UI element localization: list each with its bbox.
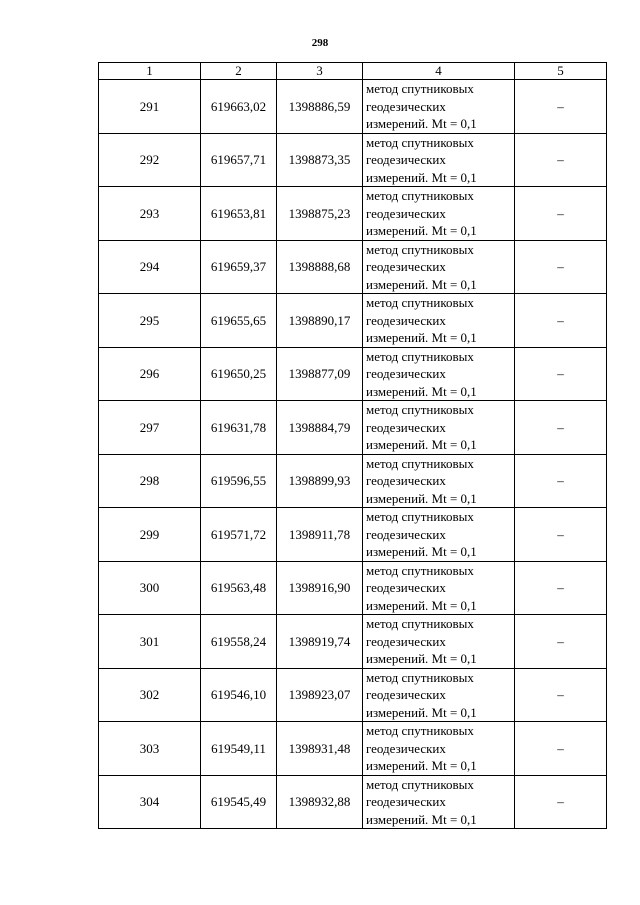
coordinate-x: 619563,48 <box>201 561 277 615</box>
coordinate-x: 619549,11 <box>201 722 277 776</box>
point-number: 291 <box>99 80 201 134</box>
coordinate-y: 1398890,17 <box>277 294 363 348</box>
method-line-3: измерений. Mt = 0,1 <box>366 437 477 452</box>
method-line-2: геодезических <box>366 633 446 649</box>
coordinate-x: 619546,10 <box>201 668 277 722</box>
method-line-3: измерений. Mt = 0,1 <box>366 758 477 773</box>
coordinate-x: 619596,55 <box>201 454 277 508</box>
coordinate-y: 1398919,74 <box>277 615 363 669</box>
method-description <box>363 187 515 241</box>
method-line-3: измерений. Mt = 0,1 <box>366 651 477 666</box>
coordinate-x: 619558,24 <box>201 615 277 669</box>
method-description <box>363 294 515 348</box>
method-line-1: метод спутниковых <box>366 188 474 203</box>
method-line-2: геодезических <box>366 580 446 595</box>
coordinates-table <box>98 62 607 829</box>
coordinate-x: 619663,02 <box>201 80 277 134</box>
page-number: 298 <box>311 37 329 49</box>
method-line-1: метод спутниковых <box>366 723 474 738</box>
table-row <box>99 187 607 241</box>
method-description <box>363 240 515 294</box>
method-line-2: геодезических <box>366 98 446 114</box>
point-number: 297 <box>99 401 201 455</box>
note-cell: – <box>515 240 607 294</box>
table-row <box>99 561 607 615</box>
table-row <box>99 401 607 455</box>
method-line-2: геодезических <box>366 687 446 702</box>
method-line-3: измерений. Mt = 0,1 <box>366 704 477 720</box>
note-cell: – <box>515 615 607 669</box>
method-line-1: метод спутниковых <box>366 295 474 310</box>
point-number: 299 <box>99 508 201 562</box>
table-body <box>99 80 607 829</box>
method-line-2: геодезических <box>366 259 446 274</box>
table-header-row <box>99 63 607 80</box>
method-line-3: измерений. Mt = 0,1 <box>366 223 477 238</box>
method-line-1: метод спутниковых <box>366 134 474 150</box>
method-description <box>363 80 515 134</box>
method-line-3: измерений. Mt = 0,1 <box>366 811 477 827</box>
note-cell: – <box>515 775 607 829</box>
method-description <box>363 668 515 722</box>
note-cell: – <box>515 80 607 134</box>
coordinate-y: 1398931,48 <box>277 722 363 776</box>
column-header-5: 5 <box>515 63 607 80</box>
method-line-3: измерений. Mt = 0,1 <box>366 490 477 506</box>
method-line-1: метод спутниковых <box>366 241 474 257</box>
method-line-3: измерений. Mt = 0,1 <box>366 330 477 345</box>
method-line-1: метод спутниковых <box>366 616 474 631</box>
method-line-2: геодезических <box>366 740 446 756</box>
coordinate-y: 1398884,79 <box>277 401 363 455</box>
method-line-1: метод спутниковых <box>366 455 474 471</box>
column-header-3: 3 <box>277 63 363 80</box>
coordinate-x: 619655,65 <box>201 294 277 348</box>
method-line-2: геодезических <box>366 152 446 167</box>
coordinate-y: 1398911,78 <box>277 508 363 562</box>
note-cell: – <box>515 187 607 241</box>
coordinate-y: 1398888,68 <box>277 240 363 294</box>
method-line-2: геодезических <box>366 526 446 542</box>
table-row <box>99 294 607 348</box>
method-description <box>363 615 515 669</box>
point-number: 295 <box>99 294 201 348</box>
note-cell: – <box>515 294 607 348</box>
point-number: 303 <box>99 722 201 776</box>
method-line-1: метод спутниковых <box>366 509 474 524</box>
table-row <box>99 508 607 562</box>
method-description <box>363 722 515 776</box>
point-number: 298 <box>99 454 201 508</box>
column-header-4: 4 <box>363 63 515 80</box>
point-number: 302 <box>99 668 201 722</box>
coordinate-x: 619631,78 <box>201 401 277 455</box>
method-description <box>363 775 515 829</box>
note-cell: – <box>515 454 607 508</box>
point-number: 300 <box>99 561 201 615</box>
note-cell: – <box>515 561 607 615</box>
coordinate-y: 1398923,07 <box>277 668 363 722</box>
table-row <box>99 454 607 508</box>
method-line-1: метод спутниковых <box>366 776 474 792</box>
note-cell: – <box>515 401 607 455</box>
method-line-2: геодезических <box>366 473 446 488</box>
point-number: 293 <box>99 187 201 241</box>
table-row <box>99 668 607 722</box>
coordinate-x: 619657,71 <box>201 133 277 187</box>
note-cell: – <box>515 668 607 722</box>
coordinate-x: 619545,49 <box>201 775 277 829</box>
method-description <box>363 561 515 615</box>
note-cell: – <box>515 133 607 187</box>
point-number: 304 <box>99 775 201 829</box>
coordinate-y: 1398932,88 <box>277 775 363 829</box>
method-line-3: измерений. Mt = 0,1 <box>366 383 477 399</box>
method-line-2: геодезических <box>366 312 446 328</box>
method-line-1: метод спутниковых <box>366 562 474 578</box>
table-row <box>99 347 607 401</box>
method-line-3: измерений. Mt = 0,1 <box>366 276 477 292</box>
method-description <box>363 133 515 187</box>
column-header-2: 2 <box>201 63 277 80</box>
method-line-3: измерений. Mt = 0,1 <box>366 116 477 131</box>
coordinate-x: 619653,81 <box>201 187 277 241</box>
method-line-1: метод спутниковых <box>366 348 474 364</box>
method-line-2: геодезических <box>366 794 446 809</box>
method-line-1: метод спутниковых <box>366 81 474 96</box>
note-cell: – <box>515 508 607 562</box>
method-line-1: метод спутниковых <box>366 669 474 685</box>
table-row <box>99 775 607 829</box>
coordinate-x: 619650,25 <box>201 347 277 401</box>
note-cell: – <box>515 347 607 401</box>
table-row <box>99 80 607 134</box>
method-description <box>363 454 515 508</box>
method-line-3: измерений. Mt = 0,1 <box>366 544 477 559</box>
note-cell: – <box>515 722 607 776</box>
method-description <box>363 401 515 455</box>
table-row <box>99 240 607 294</box>
coordinate-y: 1398916,90 <box>277 561 363 615</box>
coordinate-x: 619659,37 <box>201 240 277 294</box>
method-line-3: измерений. Mt = 0,1 <box>366 169 477 185</box>
point-number: 294 <box>99 240 201 294</box>
point-number: 292 <box>99 133 201 187</box>
method-line-2: геодезических <box>366 205 446 221</box>
point-number: 296 <box>99 347 201 401</box>
coordinate-y: 1398875,23 <box>277 187 363 241</box>
coordinate-y: 1398899,93 <box>277 454 363 508</box>
coordinate-y: 1398877,09 <box>277 347 363 401</box>
table-row <box>99 615 607 669</box>
method-line-2: геодезических <box>366 419 446 435</box>
table-row <box>99 133 607 187</box>
coordinate-x: 619571,72 <box>201 508 277 562</box>
point-number: 301 <box>99 615 201 669</box>
coordinate-y: 1398886,59 <box>277 80 363 134</box>
method-line-3: измерений. Mt = 0,1 <box>366 597 477 613</box>
method-line-1: метод спутниковых <box>366 402 474 417</box>
table-row <box>99 722 607 776</box>
coordinate-y: 1398873,35 <box>277 133 363 187</box>
method-description <box>363 347 515 401</box>
method-line-2: геодезических <box>366 366 446 381</box>
column-header-1: 1 <box>99 63 201 80</box>
method-description <box>363 508 515 562</box>
